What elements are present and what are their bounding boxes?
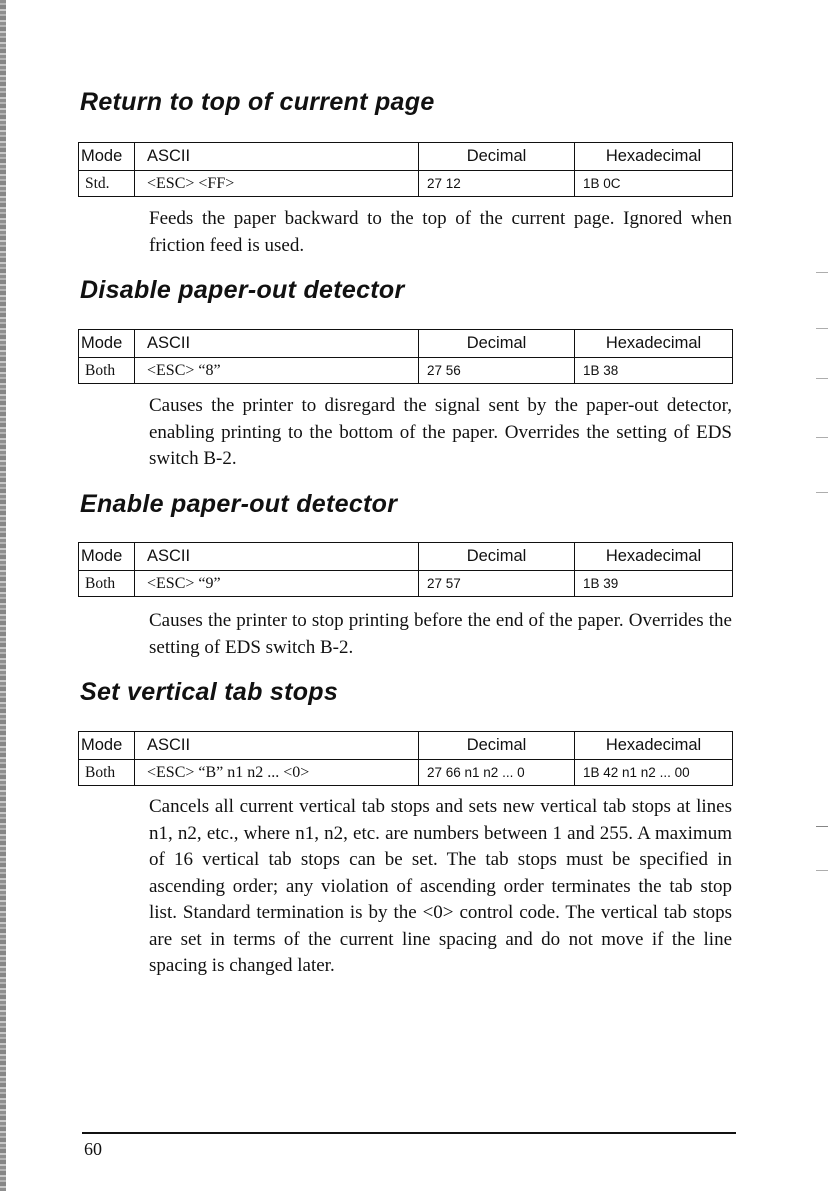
header-hexadecimal: Hexadecimal <box>575 330 733 358</box>
cell-ascii: <ESC> “9” <box>135 571 419 597</box>
cell-hexadecimal: 1B 39 <box>575 571 733 597</box>
command-table-return-top <box>78 142 733 197</box>
cell-hexadecimal: 1B 42 n1 n2 ... 00 <box>575 760 733 786</box>
header-decimal: Decimal <box>419 543 575 571</box>
cell-mode: Std. <box>79 171 135 197</box>
cell-mode: Both <box>79 358 135 384</box>
header-mode: Mode <box>79 543 135 571</box>
scan-left-edge <box>0 0 6 1191</box>
cell-decimal: 27 66 n1 n2 ... 0 <box>419 760 575 786</box>
header-hexadecimal: Hexadecimal <box>575 732 733 760</box>
bleed-mark <box>816 870 828 871</box>
cell-mode: Both <box>79 571 135 597</box>
header-mode: Mode <box>79 732 135 760</box>
cell-mode: Both <box>79 760 135 786</box>
footer-rule <box>82 1132 736 1134</box>
bleed-mark <box>816 826 828 827</box>
table-row <box>79 358 733 384</box>
bleed-mark <box>816 378 828 379</box>
table-row <box>79 171 733 197</box>
bleed-mark <box>816 328 828 329</box>
section-title-disable-paper-out: Disable paper-out detector <box>80 276 405 304</box>
header-ascii: ASCII <box>135 330 419 358</box>
bleed-mark <box>816 272 828 273</box>
table-header-row <box>79 543 733 571</box>
section-title-return-top: Return to top of current page <box>80 88 435 116</box>
header-decimal: Decimal <box>419 732 575 760</box>
cell-hexadecimal: 1B 0C <box>575 171 733 197</box>
header-decimal: Decimal <box>419 143 575 171</box>
section-description-enable-paper-out: Causes the printer to stop printing before the end of the paper. Overrides the setting of EDS switch B-2. <box>149 610 732 658</box>
bleed-mark <box>816 492 828 493</box>
header-hexadecimal: Hexadecimal <box>575 143 733 171</box>
header-mode: Mode <box>79 330 135 358</box>
table-header-row <box>79 330 733 358</box>
cell-ascii: <ESC> <FF> <box>135 171 419 197</box>
cell-ascii: <ESC> “8” <box>135 358 419 384</box>
header-ascii: ASCII <box>135 543 419 571</box>
page-number: 60 <box>84 1139 102 1159</box>
header-hexadecimal: Hexadecimal <box>575 543 733 571</box>
section-title-enable-paper-out: Enable paper-out detector <box>80 490 398 518</box>
cell-decimal: 27 57 <box>419 571 575 597</box>
command-table-vertical-tab-stops <box>78 731 733 786</box>
table-header-row <box>79 143 733 171</box>
table-header-row <box>79 732 733 760</box>
table-row <box>79 571 733 597</box>
header-mode: Mode <box>79 143 135 171</box>
cell-decimal: 27 12 <box>419 171 575 197</box>
section-title-vertical-tab-stops: Set vertical tab stops <box>80 678 339 706</box>
header-ascii: ASCII <box>135 143 419 171</box>
table-row <box>79 760 733 786</box>
command-table-enable-paper-out <box>78 542 733 597</box>
cell-decimal: 27 56 <box>419 358 575 384</box>
header-decimal: Decimal <box>419 330 575 358</box>
section-description-vertical-tab-stops: Cancels all current vertical tab stops and sets new vertical tab stops at lines n1, n2, etc., where n1, n2, etc. are numbers between 1 and 255. A maximum of 16 vertical tab stops can be set. The tab stops must be specified in ascending order; any violation of ascending order terminates the tab stop list. Standard termination is by the <0> control code. The vertical tab stops are set in terms of the current line spacing and do not move if the line spacing is changed later. <box>149 796 732 976</box>
bleed-mark <box>816 437 828 438</box>
header-ascii: ASCII <box>135 732 419 760</box>
section-description-disable-paper-out: Causes the printer to disregard the signal sent by the paper-out detector, enabling printing to the bottom of the paper. Overrides the setting of EDS switch B-2. <box>149 395 732 469</box>
section-description-return-top: Feeds the paper backward to the top of the current page. Ignored when friction feed is used. <box>149 208 732 256</box>
cell-ascii: <ESC> “B” n1 n2 ... <0> <box>135 760 419 786</box>
cell-hexadecimal: 1B 38 <box>575 358 733 384</box>
command-table-disable-paper-out <box>78 329 733 384</box>
